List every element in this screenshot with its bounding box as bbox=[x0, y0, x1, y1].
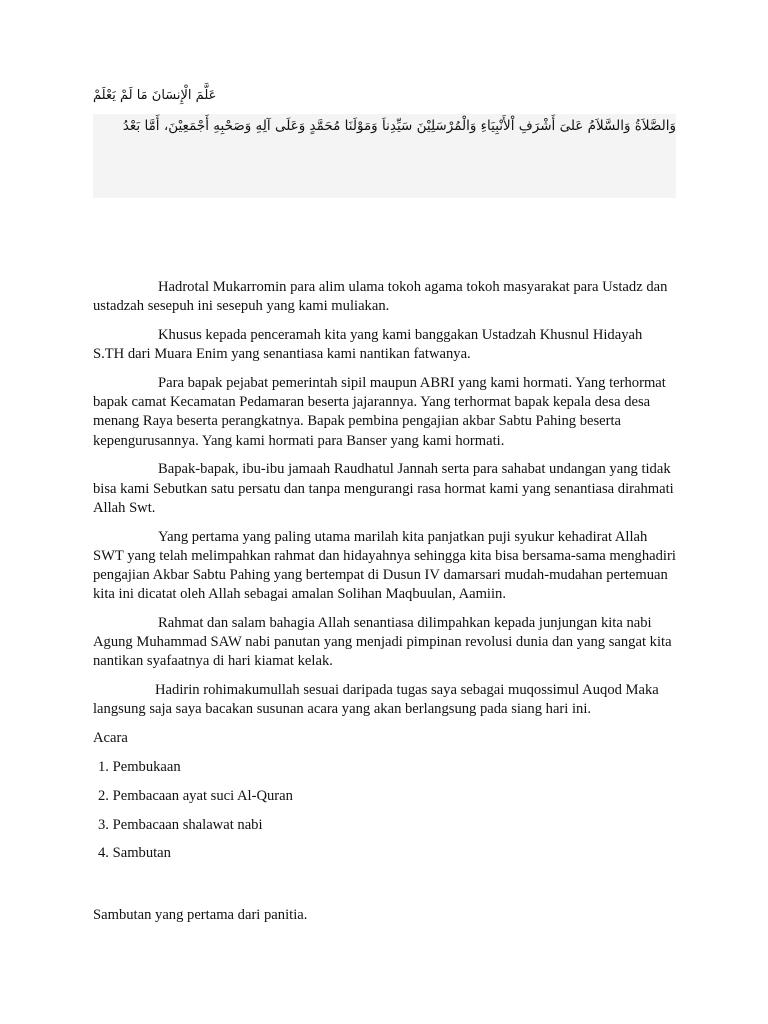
paragraph-greeting: Hadrotal Mukarromin para alim ulama tokoh agama tokoh masyarakat para Ustadz dan ustadzah sesepuh ini sesepuh yang kami muliakan. bbox=[93, 279, 668, 315]
speech-body bbox=[93, 278, 676, 873]
agenda-item: 2. Pembacaan ayat suci Al-Quran bbox=[98, 787, 293, 804]
closing-line: Sambutan yang pertama dari panitia. bbox=[93, 907, 308, 923]
arabic-salawat-text: وَالصَّلاَةُ وَالسَّلاَمُ عَلىَ أَشْرَفِ اْلأَنْبِيَاءِ وَالْمُرْسَلِيْنَ سَيِّدِناَ وَمَوْلَنَا مُحَمَّدٍ وَعَلَى آلِهِ وَصَحْبِهِ أَجْمَعِيْنَ، أَمَّا بَعْدُ bbox=[122, 118, 676, 134]
arabic-verse-header bbox=[93, 86, 676, 106]
paragraph-officials: Para bapak pejabat pemerintah sipil maupun ABRI yang kami hormati. Yang terhormat bapak camat Kecamatan Pedamaran beserta jajarannya. Yang terhormat bapak kepala desa desa menang Raya beserta perangkatnya. Bapak pembina pengajian akbar Sabtu Pahing beserta kepengurusannya. Yang kami hormati para Banser yang kami hormati. bbox=[93, 375, 666, 449]
arabic-verse-text: عَلَّمَ الْإِنسَانَ مَا لَمْ يَعْلَمْ bbox=[93, 88, 217, 103]
agenda-item: 4. Sambutan bbox=[98, 845, 171, 862]
agenda-item: 3. Pembacaan shalawat nabi bbox=[98, 816, 263, 833]
arabic-salawat-block bbox=[93, 114, 676, 198]
paragraph-speaker: Khusus kepada penceramah kita yang kami banggakan Ustadzah Khusnul Hidayah S.TH dari Muara Enim yang senantiasa kami nantikan fatwanya. bbox=[93, 327, 643, 363]
paragraph-agenda-intro: Hadirin rohimakumullah sesuai daripada tugas saya sebagai muqossimul Auqod Maka langsung saja saya bacakan susunan acara yang akan berlangsung pada siang hari ini. bbox=[93, 682, 659, 718]
agenda-item: 1. Pembukaan bbox=[98, 759, 181, 776]
paragraph-audience: Bapak-bapak, ibu-ibu jamaah Raudhatul Jannah serta para sahabat undangan yang tidak bisa kami Sebutkan satu persatu dan tanpa mengurangi rasa hormat kami yang senantiasa dirahmati Allah Swt. bbox=[93, 461, 674, 516]
agenda-list bbox=[93, 758, 676, 864]
paragraph-gratitude: Yang pertama yang paling utama marilah kita panjatkan puji syukur kehadirat Allah SWT yang telah melimpahkan rahmat dan hidayahnya sehingga kita bisa bersama-sama menghadiri pengajian Akbar Sabtu Pahing yang bertempat di Dusun IV damarsari mudah-mudahan pertemuan kita ini dicatat oleh Allah sebagai amalan Solihan Maqbuulan, Aamiin. bbox=[93, 528, 676, 603]
agenda-heading: Acara bbox=[93, 730, 128, 747]
paragraph-salawat: Rahmat dan salam bahagia Allah senantiasa dilimpahkan kepada junjungan kita nabi Agung Muhammad SAW nabi panutan yang menjadi pimpinan revolusi dunia dan yang sangat kita nantikan syafaatnya di hari kiamat kelak. bbox=[93, 615, 672, 670]
